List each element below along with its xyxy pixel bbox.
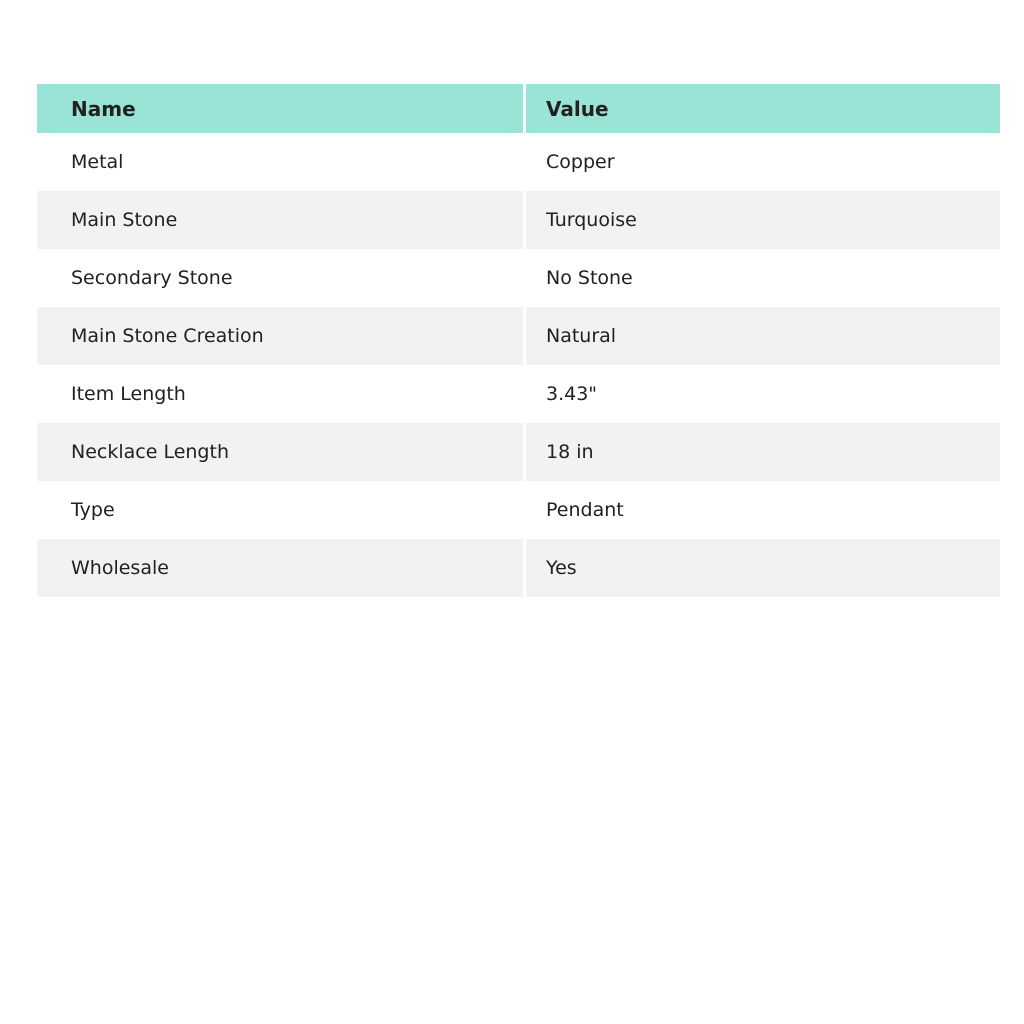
attribute-name-cell: Wholesale <box>37 539 523 597</box>
table-row <box>37 539 1000 597</box>
table-row <box>37 481 1000 539</box>
attribute-name-cell: Main Stone <box>37 191 523 249</box>
attribute-name-cell: Main Stone Creation <box>37 307 523 365</box>
attribute-name-cell: Item Length <box>37 365 523 423</box>
header-cell-value: Value <box>523 84 1000 133</box>
attribute-value-cell: Yes <box>523 539 1000 597</box>
attribute-value-cell: 3.43" <box>523 365 1000 423</box>
attribute-value-cell: Natural <box>523 307 1000 365</box>
table-row <box>37 365 1000 423</box>
attribute-value-cell: 18 in <box>523 423 1000 481</box>
header-row <box>37 84 1000 133</box>
table-row <box>37 307 1000 365</box>
table-row <box>37 133 1000 191</box>
header-cell-name: Name <box>37 84 523 133</box>
table-row <box>37 249 1000 307</box>
attribute-name-cell: Type <box>37 481 523 539</box>
attribute-value-cell: Pendant <box>523 481 1000 539</box>
table-body <box>37 133 1000 597</box>
attribute-value-cell: Turquoise <box>523 191 1000 249</box>
attribute-name-cell: Necklace Length <box>37 423 523 481</box>
product-attributes-table <box>37 84 1000 597</box>
table-header <box>37 84 1000 133</box>
attribute-name-cell: Metal <box>37 133 523 191</box>
attribute-value-cell: No Stone <box>523 249 1000 307</box>
table-row <box>37 191 1000 249</box>
attribute-name-cell: Secondary Stone <box>37 249 523 307</box>
attribute-value-cell: Copper <box>523 133 1000 191</box>
table-row <box>37 423 1000 481</box>
